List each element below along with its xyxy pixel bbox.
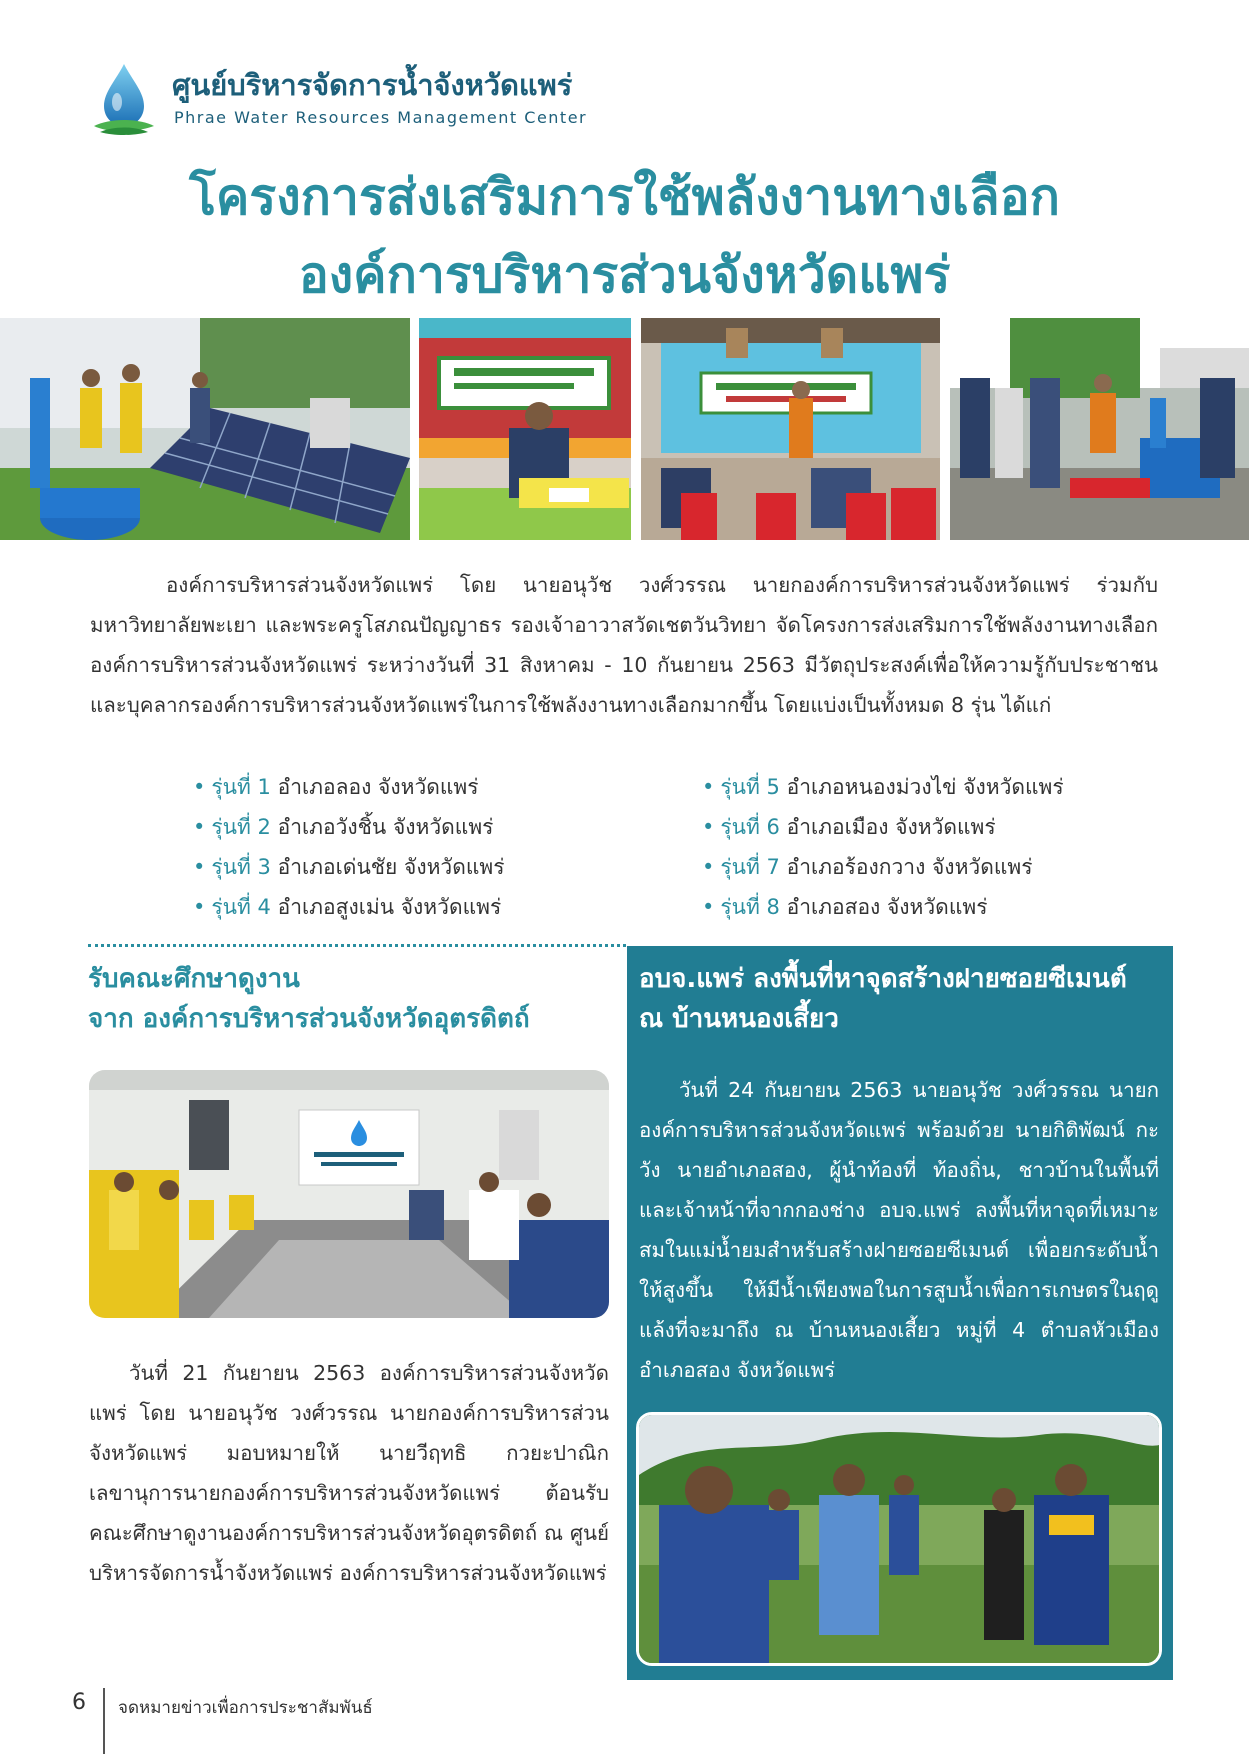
batch-label: รุ่นที่ 3 xyxy=(211,855,271,879)
list-item: • รุ่นที่ 7 อำเภอร้องกวาง จังหวัดแพร่ xyxy=(702,855,1033,879)
batch-label: รุ่นที่ 1 xyxy=(211,775,271,799)
org-name-th: ศูนย์บริหารจัดการน้ำจังหวัดแพร่ xyxy=(172,68,573,102)
right-article-title-line2: ณ บ้านหนองเสี้ยว xyxy=(639,1004,839,1034)
right-article-body xyxy=(639,1070,1159,1390)
list-item: • รุ่นที่ 6 อำเภอเมือง จังหวัดแพร่ xyxy=(702,815,996,839)
right-article-text: วันที่ 24 กันยายน 2563 นายอนุวัช วงศ์วรรณ นายกองค์การบริหารส่วนจังหวัดแพร่ พร้อมด้วย นายกิติพัฒน์ กะวัง นายอำเภอสอง, ผู้นำท้องที่ ท้องถิ่น, ชาวบ้านในพื้นที่ และเจ้าหน้าที่จากกองช่าง อบจ.แพร่ ลงพื้นที่หาจุดที่เหมาะสมในแม่น้ำยมสำหรับสร้างฝายซอยซีเมนต์ เพื่อยกระดับน้ำให้สูงขึ้น ให้มีน้ำเพียงพอในการสูบน้ำเพื่อการเกษตรในฤดูแล้งที่จะมาถึง ณ บ้านหนองเสี้ยว หมู่ที่ 4 ตำบลหัวเมือง อำเภอสอง จังหวัดแพร่ xyxy=(639,1078,1159,1382)
headline-line1: โครงการส่งเสริมการใช้พลังงานทางเลือก xyxy=(189,168,1060,226)
batch-place: อำเภอเด่นชัย จังหวัดแพร่ xyxy=(277,855,505,879)
photo-speaker xyxy=(419,318,631,540)
list-item: • รุ่นที่ 1 อำเภอลอง จังหวัดแพร่ xyxy=(193,775,479,799)
batch-list-left xyxy=(193,767,505,927)
headline-line2: องค์การบริหารส่วนจังหวัดแพร่ xyxy=(298,246,951,304)
section-divider xyxy=(88,944,626,947)
batch-place: อำเภอหนองม่วงไข่ จังหวัดแพร่ xyxy=(786,775,1064,799)
batch-place: อำเภอสอง จังหวัดแพร่ xyxy=(786,895,988,919)
batch-place: อำเภอร้องกวาง จังหวัดแพร่ xyxy=(786,855,1033,879)
footer-text: จดหมายข่าวเพื่อการประชาสัมพันธ์ xyxy=(118,1698,373,1718)
org-name-en: Phrae Water Resources Management Center xyxy=(174,108,588,127)
batch-place: อำเภอเมือง จังหวัดแพร่ xyxy=(786,815,996,839)
list-item: • รุ่นที่ 5 อำเภอหนองม่วงไข่ จังหวัดแพร่ xyxy=(702,775,1064,799)
batch-label: รุ่นที่ 2 xyxy=(211,815,271,839)
list-item: • รุ่นที่ 8 อำเภอสอง จังหวัดแพร่ xyxy=(702,895,988,919)
photo-water-pump xyxy=(950,318,1249,540)
left-article-text: วันที่ 21 กันยายน 2563 องค์การบริหารส่วนจังหวัดแพร่ โดย นายอนุวัช วงศ์วรรณ นายกองค์การบริหารส่วนจังหวัดแพร่ มอบหมายให้ นายวีฤทธิ กวยะปาณิก เลขานุการนายกองค์การบริหารส่วนจังหวัดแพร่ ต้อนรับคณะศึกษาดูงานองค์การบริหารส่วนจังหวัดอุตรดิตถ์ ณ ศูนย์บริหารจัดการน้ำจังหวัดแพร่ องค์การบริหารส่วนจังหวัดแพร่ xyxy=(89,1361,609,1585)
list-item: • รุ่นที่ 2 อำเภอวังชิ้น จังหวัดแพร่ xyxy=(193,815,494,839)
water-drop-icon xyxy=(92,62,156,136)
batch-list-right xyxy=(702,767,1064,927)
right-article-title-line1: อบจ.แพร่ ลงพื้นที่หาจุดสร้างฝายซอยซีเมนต์ xyxy=(639,964,1127,994)
batch-place: อำเภอลอง จังหวัดแพร่ xyxy=(277,775,479,799)
batch-label: รุ่นที่ 7 xyxy=(720,855,780,879)
list-item: • รุ่นที่ 4 อำเภอสูงเม่น จังหวัดแพร่ xyxy=(193,895,502,919)
batch-label: รุ่นที่ 8 xyxy=(720,895,780,919)
batch-label: รุ่นที่ 4 xyxy=(211,895,271,919)
photo-meeting-room xyxy=(89,1070,609,1318)
photo-field-survey xyxy=(636,1412,1162,1666)
batch-place: อำเภอวังชิ้น จังหวัดแพร่ xyxy=(277,815,494,839)
footer-divider xyxy=(103,1688,105,1754)
left-article-title-line1: รับคณะศึกษาดูงาน xyxy=(88,964,300,994)
left-article-body xyxy=(89,1353,609,1593)
batch-label: รุ่นที่ 6 xyxy=(720,815,780,839)
photo-solar-panel xyxy=(0,318,410,540)
batch-place: อำเภอสูงเม่น จังหวัดแพร่ xyxy=(277,895,502,919)
photo-ceremony xyxy=(641,318,940,540)
left-article-title-line2: จาก องค์การบริหารส่วนจังหวัดอุตรดิตถ์ xyxy=(88,1004,530,1034)
intro-text: องค์การบริหารส่วนจังหวัดแพร่ โดย นายอนุวัช วงศ์วรรณ นายกองค์การบริหารส่วนจังหวัดแพร่ ร่วมกับ มหาวิทยาลัยพะเยา และพระครูโสภณปัญญาธร รองเจ้าอาวาสวัดเชตวันวิทยา จัดโครงการส่งเสริมการใช้พลังงานทางเลือก องค์การบริหารส่วนจังหวัดแพร่ ระหว่างวันที่ 31 สิงหาคม - 10 กันยายน 2563 มีวัตถุประสงค์เพื่อให้ความรู้กับประชาชนและบุคลากรองค์การบริหารส่วนจังหวัดแพร่ในการใช้พลังงานทางเลือกมากขึ้น โดยแบ่งเป็นทั้งหมด 8 รุ่น ได้แก่ xyxy=(90,573,1158,717)
intro-paragraph xyxy=(90,565,1158,725)
batch-label: รุ่นที่ 5 xyxy=(720,775,780,799)
list-item: • รุ่นที่ 3 อำเภอเด่นชัย จังหวัดแพร่ xyxy=(193,855,505,879)
page-number: 6 xyxy=(72,1690,86,1715)
